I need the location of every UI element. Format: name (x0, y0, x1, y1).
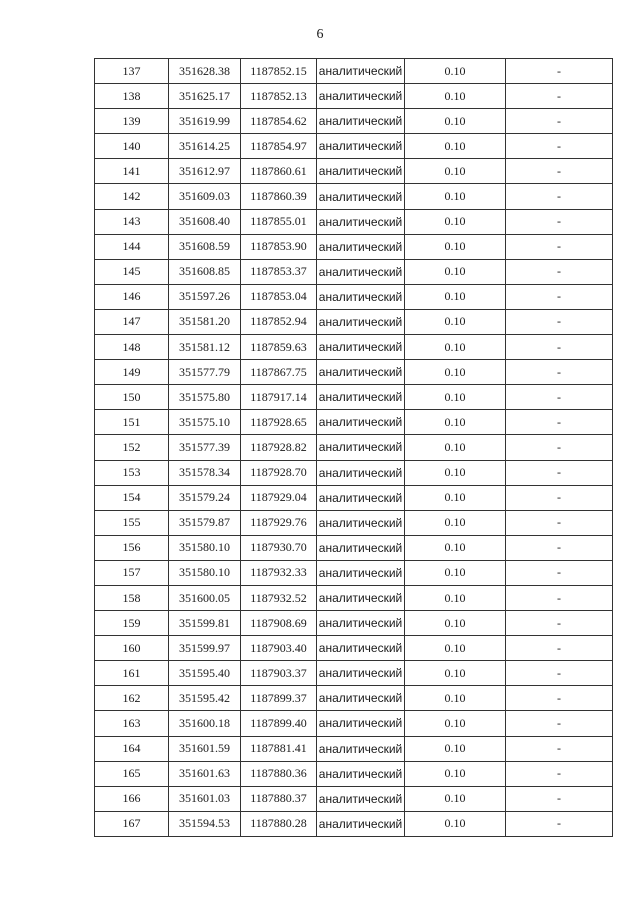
x-coordinate-cell: 351628.38 (169, 59, 241, 84)
table-row (95, 59, 613, 84)
point-number-cell: 160 (95, 636, 169, 661)
note-cell: - (506, 435, 613, 460)
method-cell: аналитический (317, 786, 405, 811)
accuracy-cell: 0.10 (405, 259, 506, 284)
accuracy-cell: 0.10 (405, 611, 506, 636)
table-row (95, 435, 613, 460)
note-cell: - (506, 661, 613, 686)
x-coordinate-cell: 351579.24 (169, 485, 241, 510)
method-cell: аналитический (317, 510, 405, 535)
method-cell: аналитический (317, 410, 405, 435)
method-cell: аналитический (317, 560, 405, 585)
point-number-cell: 144 (95, 234, 169, 259)
note-cell: - (506, 309, 613, 334)
x-coordinate-cell: 351594.53 (169, 811, 241, 836)
y-coordinate-cell: 1187917.14 (241, 385, 317, 410)
accuracy-cell: 0.10 (405, 636, 506, 661)
point-number-cell: 164 (95, 736, 169, 761)
x-coordinate-cell: 351581.12 (169, 335, 241, 360)
y-coordinate-cell: 1187860.39 (241, 184, 317, 209)
note-cell: - (506, 611, 613, 636)
point-number-cell: 139 (95, 109, 169, 134)
x-coordinate-cell: 351625.17 (169, 84, 241, 109)
point-number-cell: 141 (95, 159, 169, 184)
point-number-cell: 146 (95, 284, 169, 309)
method-cell: аналитический (317, 134, 405, 159)
note-cell: - (506, 485, 613, 510)
point-number-cell: 158 (95, 585, 169, 610)
y-coordinate-cell: 1187855.01 (241, 209, 317, 234)
x-coordinate-cell: 351580.10 (169, 535, 241, 560)
method-cell: аналитический (317, 209, 405, 234)
y-coordinate-cell: 1187908.69 (241, 611, 317, 636)
point-number-cell: 156 (95, 535, 169, 560)
table-row (95, 535, 613, 560)
point-number-cell: 151 (95, 410, 169, 435)
y-coordinate-cell: 1187853.90 (241, 234, 317, 259)
x-coordinate-cell: 351601.03 (169, 786, 241, 811)
table-row (95, 811, 613, 836)
point-number-cell: 157 (95, 560, 169, 585)
y-coordinate-cell: 1187867.75 (241, 360, 317, 385)
table-row (95, 385, 613, 410)
note-cell: - (506, 410, 613, 435)
method-cell: аналитический (317, 535, 405, 560)
note-cell: - (506, 209, 613, 234)
y-coordinate-cell: 1187932.33 (241, 560, 317, 585)
y-coordinate-cell: 1187930.70 (241, 535, 317, 560)
method-cell: аналитический (317, 234, 405, 259)
page-number: 6 (316, 27, 324, 42)
method-cell: аналитический (317, 360, 405, 385)
accuracy-cell: 0.10 (405, 335, 506, 360)
method-cell: аналитический (317, 485, 405, 510)
accuracy-cell: 0.10 (405, 686, 506, 711)
method-cell: аналитический (317, 284, 405, 309)
x-coordinate-cell: 351580.10 (169, 560, 241, 585)
note-cell: - (506, 234, 613, 259)
point-number-cell: 147 (95, 309, 169, 334)
note-cell: - (506, 109, 613, 134)
y-coordinate-cell: 1187928.70 (241, 460, 317, 485)
method-cell: аналитический (317, 811, 405, 836)
method-cell: аналитический (317, 259, 405, 284)
method-cell: аналитический (317, 460, 405, 485)
note-cell: - (506, 786, 613, 811)
note-cell: - (506, 360, 613, 385)
y-coordinate-cell: 1187859.63 (241, 335, 317, 360)
method-cell: аналитический (317, 636, 405, 661)
note-cell: - (506, 59, 613, 84)
note-cell: - (506, 460, 613, 485)
table-row (95, 309, 613, 334)
accuracy-cell: 0.10 (405, 184, 506, 209)
x-coordinate-cell: 351597.26 (169, 284, 241, 309)
x-coordinate-cell: 351601.59 (169, 736, 241, 761)
accuracy-cell: 0.10 (405, 109, 506, 134)
note-cell: - (506, 284, 613, 309)
y-coordinate-cell: 1187880.28 (241, 811, 317, 836)
y-coordinate-cell: 1187853.37 (241, 259, 317, 284)
table-row (95, 686, 613, 711)
point-number-cell: 163 (95, 711, 169, 736)
x-coordinate-cell: 351608.85 (169, 259, 241, 284)
y-coordinate-cell: 1187903.37 (241, 661, 317, 686)
point-number-cell: 155 (95, 510, 169, 535)
point-number-cell: 137 (95, 59, 169, 84)
accuracy-cell: 0.10 (405, 460, 506, 485)
note-cell: - (506, 259, 613, 284)
table-row (95, 460, 613, 485)
note-cell: - (506, 686, 613, 711)
coordinates-table (94, 58, 613, 837)
x-coordinate-cell: 351600.18 (169, 711, 241, 736)
point-number-cell: 138 (95, 84, 169, 109)
point-number-cell: 143 (95, 209, 169, 234)
accuracy-cell: 0.10 (405, 385, 506, 410)
x-coordinate-cell: 351601.63 (169, 761, 241, 786)
accuracy-cell: 0.10 (405, 84, 506, 109)
point-number-cell: 149 (95, 360, 169, 385)
accuracy-cell: 0.10 (405, 309, 506, 334)
table-row (95, 510, 613, 535)
accuracy-cell: 0.10 (405, 761, 506, 786)
method-cell: аналитический (317, 184, 405, 209)
point-number-cell: 153 (95, 460, 169, 485)
method-cell: аналитический (317, 385, 405, 410)
note-cell: - (506, 184, 613, 209)
y-coordinate-cell: 1187928.82 (241, 435, 317, 460)
note-cell: - (506, 811, 613, 836)
note-cell: - (506, 636, 613, 661)
y-coordinate-cell: 1187852.13 (241, 84, 317, 109)
coordinates-table-body (95, 59, 613, 837)
accuracy-cell: 0.10 (405, 535, 506, 560)
table-row (95, 410, 613, 435)
note-cell: - (506, 736, 613, 761)
table-row (95, 259, 613, 284)
x-coordinate-cell: 351577.39 (169, 435, 241, 460)
table-row (95, 585, 613, 610)
table-row (95, 335, 613, 360)
method-cell: аналитический (317, 585, 405, 610)
x-coordinate-cell: 351599.97 (169, 636, 241, 661)
table-row (95, 209, 613, 234)
y-coordinate-cell: 1187928.65 (241, 410, 317, 435)
point-number-cell: 140 (95, 134, 169, 159)
accuracy-cell: 0.10 (405, 510, 506, 535)
point-number-cell: 162 (95, 686, 169, 711)
x-coordinate-cell: 351600.05 (169, 585, 241, 610)
accuracy-cell: 0.10 (405, 159, 506, 184)
table-row (95, 611, 613, 636)
accuracy-cell: 0.10 (405, 284, 506, 309)
point-number-cell: 150 (95, 385, 169, 410)
x-coordinate-cell: 351578.34 (169, 460, 241, 485)
y-coordinate-cell: 1187853.04 (241, 284, 317, 309)
note-cell: - (506, 585, 613, 610)
y-coordinate-cell: 1187932.52 (241, 585, 317, 610)
x-coordinate-cell: 351577.79 (169, 360, 241, 385)
method-cell: аналитический (317, 661, 405, 686)
accuracy-cell: 0.10 (405, 661, 506, 686)
y-coordinate-cell: 1187929.76 (241, 510, 317, 535)
note-cell: - (506, 535, 613, 560)
table-row (95, 234, 613, 259)
method-cell: аналитический (317, 159, 405, 184)
x-coordinate-cell: 351612.97 (169, 159, 241, 184)
point-number-cell: 166 (95, 786, 169, 811)
x-coordinate-cell: 351581.20 (169, 309, 241, 334)
table-row (95, 134, 613, 159)
y-coordinate-cell: 1187852.94 (241, 309, 317, 334)
point-number-cell: 142 (95, 184, 169, 209)
point-number-cell: 167 (95, 811, 169, 836)
accuracy-cell: 0.10 (405, 435, 506, 460)
x-coordinate-cell: 351619.99 (169, 109, 241, 134)
note-cell: - (506, 385, 613, 410)
method-cell: аналитический (317, 761, 405, 786)
table-row (95, 109, 613, 134)
x-coordinate-cell: 351608.40 (169, 209, 241, 234)
y-coordinate-cell: 1187860.61 (241, 159, 317, 184)
accuracy-cell: 0.10 (405, 786, 506, 811)
accuracy-cell: 0.10 (405, 736, 506, 761)
x-coordinate-cell: 351575.10 (169, 410, 241, 435)
note-cell: - (506, 510, 613, 535)
method-cell: аналитический (317, 435, 405, 460)
y-coordinate-cell: 1187929.04 (241, 485, 317, 510)
x-coordinate-cell: 351609.03 (169, 184, 241, 209)
method-cell: аналитический (317, 84, 405, 109)
note-cell: - (506, 134, 613, 159)
accuracy-cell: 0.10 (405, 560, 506, 585)
table-row (95, 184, 613, 209)
note-cell: - (506, 159, 613, 184)
table-row (95, 711, 613, 736)
table-row (95, 485, 613, 510)
y-coordinate-cell: 1187899.37 (241, 686, 317, 711)
accuracy-cell: 0.10 (405, 711, 506, 736)
note-cell: - (506, 711, 613, 736)
method-cell: аналитический (317, 686, 405, 711)
y-coordinate-cell: 1187899.40 (241, 711, 317, 736)
y-coordinate-cell: 1187881.41 (241, 736, 317, 761)
method-cell: аналитический (317, 109, 405, 134)
point-number-cell: 154 (95, 485, 169, 510)
note-cell: - (506, 84, 613, 109)
table-row (95, 761, 613, 786)
table-row (95, 736, 613, 761)
y-coordinate-cell: 1187852.15 (241, 59, 317, 84)
accuracy-cell: 0.10 (405, 585, 506, 610)
method-cell: аналитический (317, 611, 405, 636)
y-coordinate-cell: 1187854.97 (241, 134, 317, 159)
accuracy-cell: 0.10 (405, 811, 506, 836)
point-number-cell: 159 (95, 611, 169, 636)
accuracy-cell: 0.10 (405, 410, 506, 435)
accuracy-cell: 0.10 (405, 209, 506, 234)
table-row (95, 84, 613, 109)
table-row (95, 786, 613, 811)
method-cell: аналитический (317, 309, 405, 334)
accuracy-cell: 0.10 (405, 59, 506, 84)
y-coordinate-cell: 1187903.40 (241, 636, 317, 661)
y-coordinate-cell: 1187880.37 (241, 786, 317, 811)
table-row (95, 159, 613, 184)
point-number-cell: 152 (95, 435, 169, 460)
table-row (95, 636, 613, 661)
note-cell: - (506, 761, 613, 786)
point-number-cell: 161 (95, 661, 169, 686)
note-cell: - (506, 335, 613, 360)
method-cell: аналитический (317, 335, 405, 360)
x-coordinate-cell: 351614.25 (169, 134, 241, 159)
table-row (95, 360, 613, 385)
accuracy-cell: 0.10 (405, 485, 506, 510)
method-cell: аналитический (317, 711, 405, 736)
x-coordinate-cell: 351608.59 (169, 234, 241, 259)
accuracy-cell: 0.10 (405, 234, 506, 259)
point-number-cell: 148 (95, 335, 169, 360)
x-coordinate-cell: 351599.81 (169, 611, 241, 636)
x-coordinate-cell: 351595.42 (169, 686, 241, 711)
table-row (95, 284, 613, 309)
method-cell: аналитический (317, 736, 405, 761)
x-coordinate-cell: 351575.80 (169, 385, 241, 410)
x-coordinate-cell: 351579.87 (169, 510, 241, 535)
accuracy-cell: 0.10 (405, 360, 506, 385)
table-row (95, 661, 613, 686)
point-number-cell: 165 (95, 761, 169, 786)
x-coordinate-cell: 351595.40 (169, 661, 241, 686)
method-cell: аналитический (317, 59, 405, 84)
y-coordinate-cell: 1187880.36 (241, 761, 317, 786)
y-coordinate-cell: 1187854.62 (241, 109, 317, 134)
note-cell: - (506, 560, 613, 585)
point-number-cell: 145 (95, 259, 169, 284)
table-row (95, 560, 613, 585)
accuracy-cell: 0.10 (405, 134, 506, 159)
